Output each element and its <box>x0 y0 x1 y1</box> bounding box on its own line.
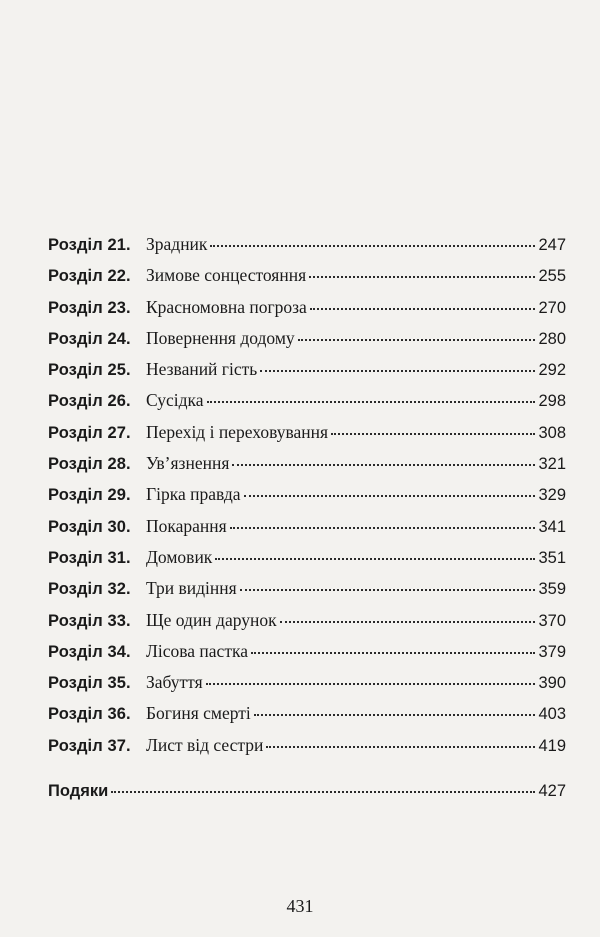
toc-entry[interactable] <box>48 698 566 729</box>
dot-leader <box>260 369 535 372</box>
chapter-title: Лист від сестри <box>146 734 264 755</box>
dot-leader <box>331 432 535 435</box>
chapter-title: Ще один дарунок <box>146 609 277 630</box>
toc-entry[interactable] <box>48 229 566 260</box>
toc-entry[interactable] <box>48 667 566 698</box>
chapter-label: Розділ 32. <box>48 580 131 599</box>
chapter-page-number: 341 <box>538 517 566 536</box>
chapter-title: Забуття <box>146 672 203 693</box>
chapter-title: Повернення додому <box>146 327 295 348</box>
chapter-page-number: 370 <box>538 611 566 630</box>
chapter-title: Незваний гість <box>146 359 258 380</box>
chapter-label: Розділ 34. <box>48 642 131 661</box>
chapter-label: Розділ 24. <box>48 329 131 348</box>
chapter-label: Розділ 25. <box>48 361 131 380</box>
chapter-page-number: 280 <box>538 329 566 348</box>
chapter-title: Перехід і переховування <box>146 421 329 442</box>
toc-entry[interactable] <box>48 417 566 448</box>
dot-leader <box>232 463 535 466</box>
chapter-page-number: 298 <box>538 392 566 411</box>
toc-entry[interactable] <box>48 573 566 604</box>
toc-entry-acknowledgements[interactable] <box>48 776 566 807</box>
acknowledgements-page: 427 <box>538 782 566 800</box>
toc-entry[interactable] <box>48 292 566 323</box>
chapter-label: Розділ 26. <box>48 392 131 411</box>
dot-leader <box>206 682 536 685</box>
page-number: 431 <box>286 896 314 916</box>
dot-leader <box>230 526 536 529</box>
chapter-page-number: 419 <box>538 736 566 755</box>
chapter-page-number: 270 <box>538 298 566 317</box>
chapter-label: Розділ 22. <box>48 267 131 286</box>
chapter-label: Розділ 30. <box>48 517 131 536</box>
toc-entry[interactable] <box>48 354 566 385</box>
chapter-title: Красномовна погроза <box>146 296 307 317</box>
chapter-page-number: 390 <box>538 674 566 693</box>
chapter-label: Розділ 37. <box>48 736 131 755</box>
chapter-title: Три видіння <box>146 578 237 599</box>
chapter-title: Гірка правда <box>146 484 241 505</box>
chapter-label: Розділ 35. <box>48 674 131 693</box>
toc-entry[interactable] <box>48 448 566 479</box>
chapter-title: Лісова пастка <box>146 640 248 661</box>
chapter-label: Розділ 21. <box>48 236 131 254</box>
toc-entry[interactable] <box>48 260 566 291</box>
chapter-label: Розділ 33. <box>48 611 131 630</box>
chapter-title: Сусідка <box>146 390 204 411</box>
dot-leader <box>280 620 536 623</box>
dot-leader <box>210 244 535 247</box>
chapter-label: Розділ 23. <box>48 298 131 317</box>
chapter-title: Зрадник <box>146 234 208 254</box>
dot-leader <box>254 713 536 716</box>
toc-entry[interactable] <box>48 511 566 542</box>
chapter-label: Розділ 36. <box>48 705 131 724</box>
chapter-page-number: 379 <box>538 642 566 661</box>
toc-entry[interactable] <box>48 479 566 510</box>
chapter-page-number: 359 <box>538 580 566 599</box>
chapter-label: Розділ 28. <box>48 455 131 474</box>
toc-entry[interactable] <box>48 385 566 416</box>
toc-entry[interactable] <box>48 542 566 573</box>
chapter-page-number: 308 <box>538 423 566 442</box>
dot-leader <box>240 588 536 591</box>
dot-leader <box>244 494 536 497</box>
chapter-page-number: 255 <box>538 267 566 286</box>
chapter-title: Домовик <box>146 546 213 567</box>
dot-leader <box>215 557 535 560</box>
chapter-label: Розділ 31. <box>48 548 131 567</box>
chapter-page-number: 321 <box>538 455 566 474</box>
dot-leader <box>251 651 535 654</box>
toc-entry[interactable] <box>48 730 566 761</box>
dot-leader <box>309 275 535 278</box>
chapter-page-number: 329 <box>538 486 566 505</box>
chapter-title: Ув’язнення <box>146 453 230 474</box>
toc-entry[interactable] <box>48 605 566 636</box>
chapter-page-number: 247 <box>538 236 566 254</box>
chapter-page-number: 403 <box>538 705 566 724</box>
dot-leader <box>207 400 536 403</box>
chapter-label: Розділ 29. <box>48 486 131 505</box>
table-of-contents <box>48 229 566 761</box>
dot-leader <box>310 307 536 310</box>
chapter-label: Розділ 27. <box>48 423 131 442</box>
dot-leader <box>298 338 536 341</box>
dot-leader <box>111 790 535 793</box>
chapter-title: Покарання <box>146 515 227 536</box>
dot-leader <box>266 745 535 748</box>
toc-entry[interactable] <box>48 323 566 354</box>
chapter-title: Богиня смерті <box>146 703 251 724</box>
chapter-title: Зимове сонцестояння <box>146 265 307 286</box>
chapter-page-number: 351 <box>538 548 566 567</box>
acknowledgements-label: Подяки <box>48 782 109 800</box>
chapter-page-number: 292 <box>538 361 566 380</box>
toc-entry[interactable] <box>48 636 566 667</box>
